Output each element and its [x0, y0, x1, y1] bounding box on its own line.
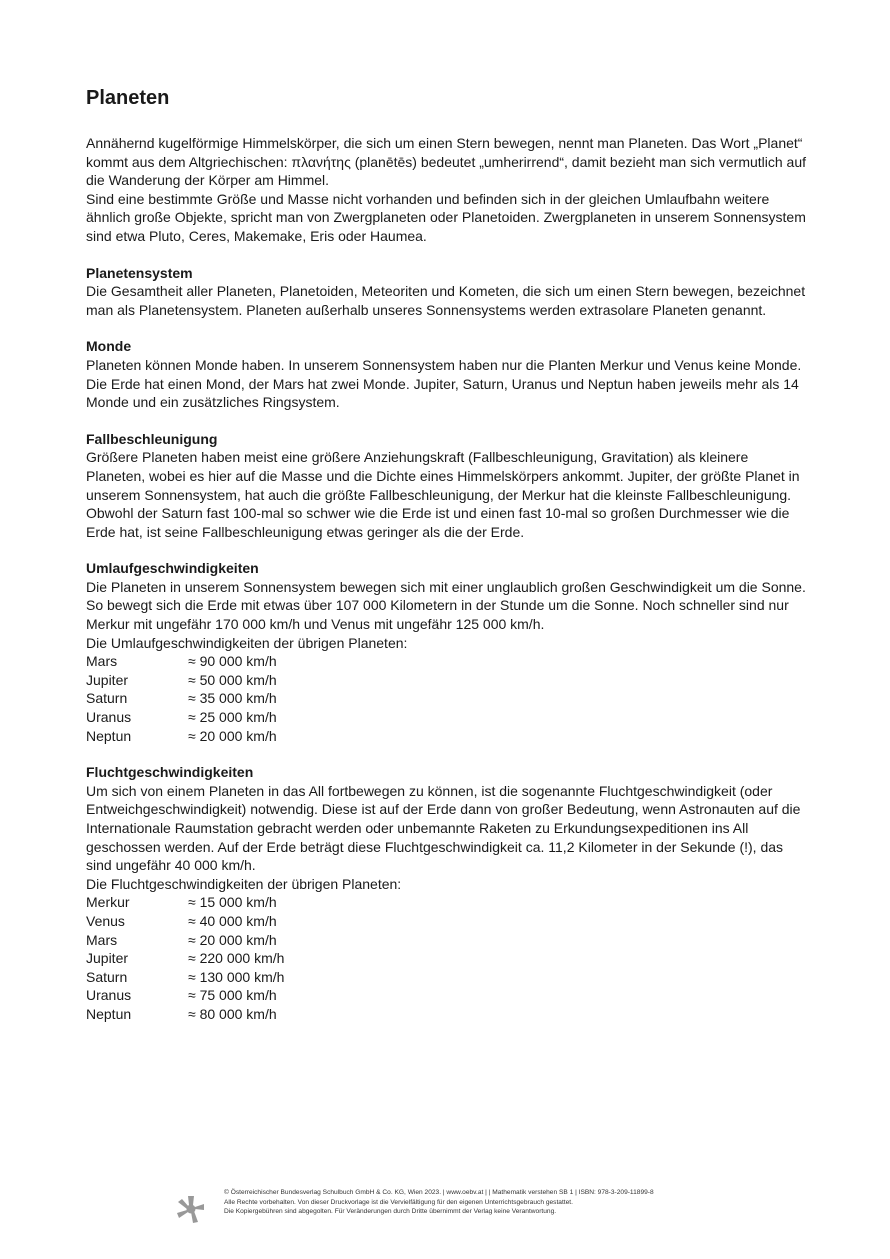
planet-value: ≈ 20 000 km/h [188, 727, 277, 744]
planet-value: ≈ 130 000 km/h [188, 968, 285, 985]
planet-name: Neptun [86, 1005, 132, 1022]
planet-name: Saturn [86, 968, 128, 985]
planet-name: Neptun [86, 727, 132, 744]
list-intro: Die Umlaufgeschwindigkeiten der übrigen Planeten: [86, 634, 408, 651]
intro-paragraph-1: Annähernd kugelförmige Himmelskörper, die sich um einen Stern bewegen, nennt man Planeten. Das Wort „Planet“ kommt aus dem Altgriechischen: πλανήτης (planētēs) bedeutet „umherirrend“, damit bezieht man sich vermutlich auf die Wanderung der Körper am Himmel. [86, 135, 807, 189]
section-heading: Monde [86, 338, 132, 355]
planet-value: ≈ 80 000 km/h [188, 1005, 277, 1022]
table-row [86, 931, 284, 950]
planet-value: ≈ 15 000 km/h [188, 894, 277, 911]
section-monde [86, 337, 810, 411]
table-row [86, 968, 284, 987]
planet-name: Mars [86, 931, 118, 948]
table-row [86, 912, 284, 931]
planet-value: ≈ 25 000 km/h [188, 709, 277, 726]
planet-name: Jupiter [86, 950, 129, 967]
planet-value: ≈ 35 000 km/h [188, 690, 277, 707]
flucht-table [86, 893, 284, 1023]
planet-value: ≈ 50 000 km/h [188, 671, 277, 688]
planet-name: Merkur [86, 894, 130, 911]
planet-value: ≈ 220 000 km/h [188, 950, 285, 967]
section-heading: Fallbeschleunigung [86, 430, 218, 447]
planet-name: Uranus [86, 987, 132, 1004]
umlauf-table [86, 652, 277, 745]
planet-value: ≈ 20 000 km/h [188, 931, 277, 948]
table-row [86, 652, 277, 671]
table-row [86, 949, 284, 968]
section-text: Die Planeten in unserem Sonnensystem bewegen sich mit einer unglaublich großen Geschwindigkeit um die Sonne. So bewegt sich die Erde mit etwas über 107 000 Kilometern in der Stunde um die Sonne. Noch schneller sind nur Merkur mit ungefähr 170 000 km/h und Venus mit ungefähr 125 000 km/h. [86, 578, 806, 633]
planet-name: Uranus [86, 709, 132, 726]
section-fallbeschleunigung [86, 430, 810, 542]
section-umlaufgeschwindigkeiten [86, 559, 810, 745]
section-heading: Planetensystem [86, 264, 193, 281]
section-text: Planeten können Monde haben. In unserem Sonnensystem haben nur die Planten Merkur und Venus keine Monde. Die Erde hat einen Mond, der Mars hat zwei Monde. Jupiter, Saturn, Uranus und Neptun haben jeweils mehr als 14 Monde und ein zusätzliches Ringsystem. [86, 356, 802, 411]
planet-name: Saturn [86, 690, 128, 707]
footer-text [224, 1188, 654, 1217]
footer-line-fees: Die Kopiergebühren sind abgegolten. Für Veränderungen durch Dritte übernimmt der Verlag keine Verantwortung. [224, 1208, 557, 1215]
section-text: Die Gesamtheit aller Planeten, Planetoiden, Meteoriten und Kometen, die sich um einen Stern bewegen, bezeichnet man als Planetensystem. Planeten außerhalb unseres Sonnensystems werden extrasolare Planeten genannt. [86, 283, 806, 318]
oebv-logo-icon [176, 1194, 206, 1224]
section-text: Größere Planeten haben meist eine größere Anziehungskraft (Fallbeschleunigung, Gravitation) als kleinere Planeten, wobei es hier auf die Masse und die Dichte eines Himmelskörpers ankommt. Jupiter, der größte Planet in unserem Sonnensystem, hat auch die größte Fallbeschleunigung, der Merkur hat die kleinste Fallbeschleunigung. Obwohl der Saturn fast 100-mal so schwer wie die Erde ist und einen fast 10-mal so großen Durchmesser wie die Erde hat, ist seine Fallbeschleunigung etwas geringer als die der Erde. [86, 449, 800, 540]
table-row [86, 708, 277, 727]
intro-paragraph-2: Sind eine bestimmte Größe und Masse nicht vorhanden und befinden sich in der gleichen Umlaufbahn weitere ähnlich große Objekte, spricht man von Zwergplaneten oder Planetoiden. Zwergplaneten in unserem Sonnensystem sind etwa Pluto, Ceres, Makemake, Eris oder Haumea. [86, 190, 806, 244]
planet-name: Jupiter [86, 671, 129, 688]
footer-line-rights: Alle Rechte vorbehalten. Von dieser Druckvorlage ist die Vervielfältigung für den eigenen Unterrichtsgebrauch gestattet. [224, 1198, 573, 1206]
section-text: Um sich von einem Planeten in das All fortbewegen zu können, ist die sogenannte Fluchtgeschwindigkeit (oder Entweichgeschwindigkeit) notwendig. Diese ist auf der Erde dann von großer Bedeutung, wenn Astronauten auf die Internationale Raumstation gebracht werden oder unbemannte Raketen zu Erkundungsexpeditionen ins All geschossen werden. Auf der Erde beträgt diese Fluchtgeschwindigkeit ca. 11,2 Kilometer in der Sekunde (!), das sind ungefähr 40 000 km/h. [86, 782, 801, 874]
planet-value: ≈ 40 000 km/h [188, 912, 277, 929]
planet-value: ≈ 75 000 km/h [188, 987, 277, 1004]
table-row [86, 1005, 284, 1024]
table-row [86, 689, 277, 708]
planet-name: Mars [86, 653, 118, 670]
table-row [86, 986, 284, 1005]
table-row [86, 893, 284, 912]
footer-line-copyright: © Österreichischer Bundesverlag Schulbuch GmbH & Co. KG, Wien 2023. | www.oebv.at | | Mathematik verstehen SB 1 | ISBN: 978-3-209-11899-8 [224, 1189, 654, 1196]
section-fluchtgeschwindigkeiten [86, 763, 810, 1023]
table-row [86, 727, 277, 746]
section-planetensystem [86, 264, 810, 320]
worksheet-page [86, 86, 810, 1024]
table-row [86, 671, 277, 690]
section-heading: Umlaufgeschwindigkeiten [86, 560, 259, 577]
section-heading: Fluchtgeschwindigkeiten [86, 764, 254, 781]
planet-value: ≈ 90 000 km/h [188, 653, 277, 670]
page-title: Planeten [86, 87, 170, 109]
planet-name: Venus [86, 912, 125, 929]
list-intro: Die Fluchtgeschwindigkeiten der übrigen Planeten: [86, 875, 402, 892]
